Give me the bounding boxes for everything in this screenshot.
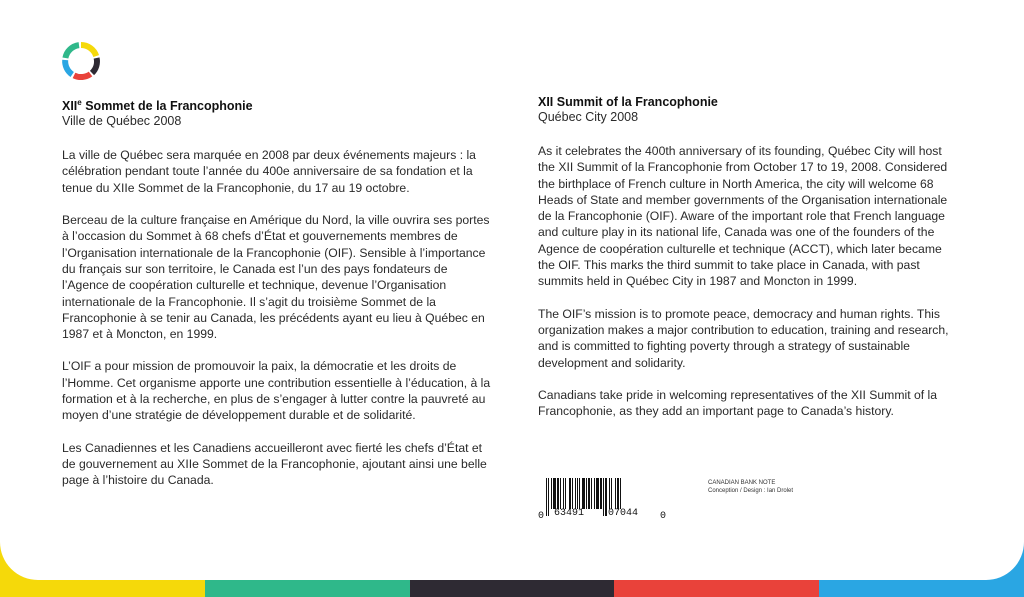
barcode-bar <box>605 478 607 516</box>
barcode-bar <box>603 478 604 516</box>
barcode-bar <box>611 478 612 509</box>
barcode-bar <box>569 478 571 509</box>
design-credit: Conception / Design : Ian Drolet <box>708 488 794 494</box>
barcode-bar <box>551 478 552 509</box>
english-column <box>538 95 958 435</box>
english-paragraph-1: As it celebrates the 400th anniversary of its founding, Québec City will host the XII Summit of la Francophonie from October 17 to 19, 2008. Considered the birthplace of French culture in North America, the city will welcome 68 Heads of State and member governments of the Organisation internationale de la Francophonie (OIF). Aware of the important role that French language and culture play in its national life, Canada was one of the founders of the Agence de coopération culturelle et technique (ACCT), which later became the OIF. This marks the third summit to take place in Canada, with past summits held in Québec City in 1987 and Moncton in 1999. <box>538 144 948 289</box>
barcode-bar <box>548 478 549 516</box>
french-title: XIIe Sommet de la Francophonie <box>62 98 253 114</box>
barcode-bar <box>582 478 585 509</box>
french-paragraph-2: Berceau de la culture française en Amérique du Nord, la ville ouvrira ses portes à l’occasion du Sommet à 68 chefs d’État et gouvernements membres de l’Organisation internationale de la Francophonie (OIF). Sensible à l’importance du français sur son territoire, le Canada est l’un des pays fondateurs de l’Agence de coopération culturelle et technique, devenue l’Organisation internationale de la Francophonie. Il s’agit du troisième Sommet de la Francophonie à se tenir au Canada, les précédents ayant eu lieu à Québec en 1987 et à Moncton, en 1999. <box>62 213 490 342</box>
barcode-bar <box>594 478 595 509</box>
barcode-middle-digits: 63491 <box>554 508 585 519</box>
barcode-bar <box>553 478 556 509</box>
french-paragraph-1: La ville de Québec sera marquée en 2008 par deux événements majeurs : la célébration pendant toute l’année du 400e anniversaire de sa fondation et la tenue du XIIe Sommet de la Francophonie, du 17 au 19 octobre. <box>62 148 476 195</box>
barcode-left-digit: 0 <box>538 511 545 522</box>
english-paragraph-3: Canadians take pride in welcoming representatives of the XII Summit of la Francophonie, as they add an important page to Canada’s history. <box>538 387 938 419</box>
english-paragraph-2: The OIF’s mission is to promote peace, democracy and human rights. This organization makes a major contribution to education, training and research, and is committed to fighting poverty through a strategy of sustainable development and solidarity. <box>538 306 949 370</box>
barcode-bar <box>620 478 621 509</box>
french-column <box>62 95 492 505</box>
english-subtitle: Québec City 2008 <box>538 110 639 124</box>
barcode-bar <box>577 478 578 509</box>
barcode-bar <box>617 478 619 509</box>
printer-credit: CANADIAN BANK NOTE <box>708 480 776 486</box>
barcode-bar <box>609 478 610 509</box>
barcode-bar <box>600 478 602 509</box>
barcode-bar <box>586 478 587 509</box>
barcode-bar <box>563 478 564 509</box>
barcode-right-digit: 0 <box>660 511 667 522</box>
barcode-bar <box>588 478 590 509</box>
barcode-bar <box>572 478 573 509</box>
barcode-bar <box>591 478 592 509</box>
barcode-bar <box>546 478 547 516</box>
barcode-bar <box>557 478 559 509</box>
credits <box>708 479 793 495</box>
barcode-bar <box>579 478 580 509</box>
barcode-bar <box>575 478 576 509</box>
french-subtitle: Ville de Québec 2008 <box>62 114 182 129</box>
french-paragraph-4: Les Canadiennes et les Canadiens accueilleront avec fierté les chefs d’État et de gouvernement au XIIe Sommet de la Francophonie, ajoutant ainsi une belle page à l’histoire du Canada. <box>62 440 487 488</box>
barcode-bar <box>596 478 599 509</box>
barcode-bar <box>615 478 616 509</box>
french-paragraph-3: L’OIF a pour mission de promouvoir la paix, la démocratie et les droits de l’Homme. Cet organisme apporte une contribution essentielle à l’éducation, à la formation et à la recherche, en plus de s’engager à lutter contre la pauvreté au moyen d’une stratégie de développement durable et de solidarité. <box>62 359 491 423</box>
francophonie-logo-icon <box>60 40 102 82</box>
barcode-bar <box>560 478 561 509</box>
barcode-right-digits: 07044 <box>608 508 639 519</box>
barcode-bar <box>565 478 566 509</box>
barcode <box>538 478 668 526</box>
english-title: XII Summit of la Francophonie <box>538 95 718 109</box>
